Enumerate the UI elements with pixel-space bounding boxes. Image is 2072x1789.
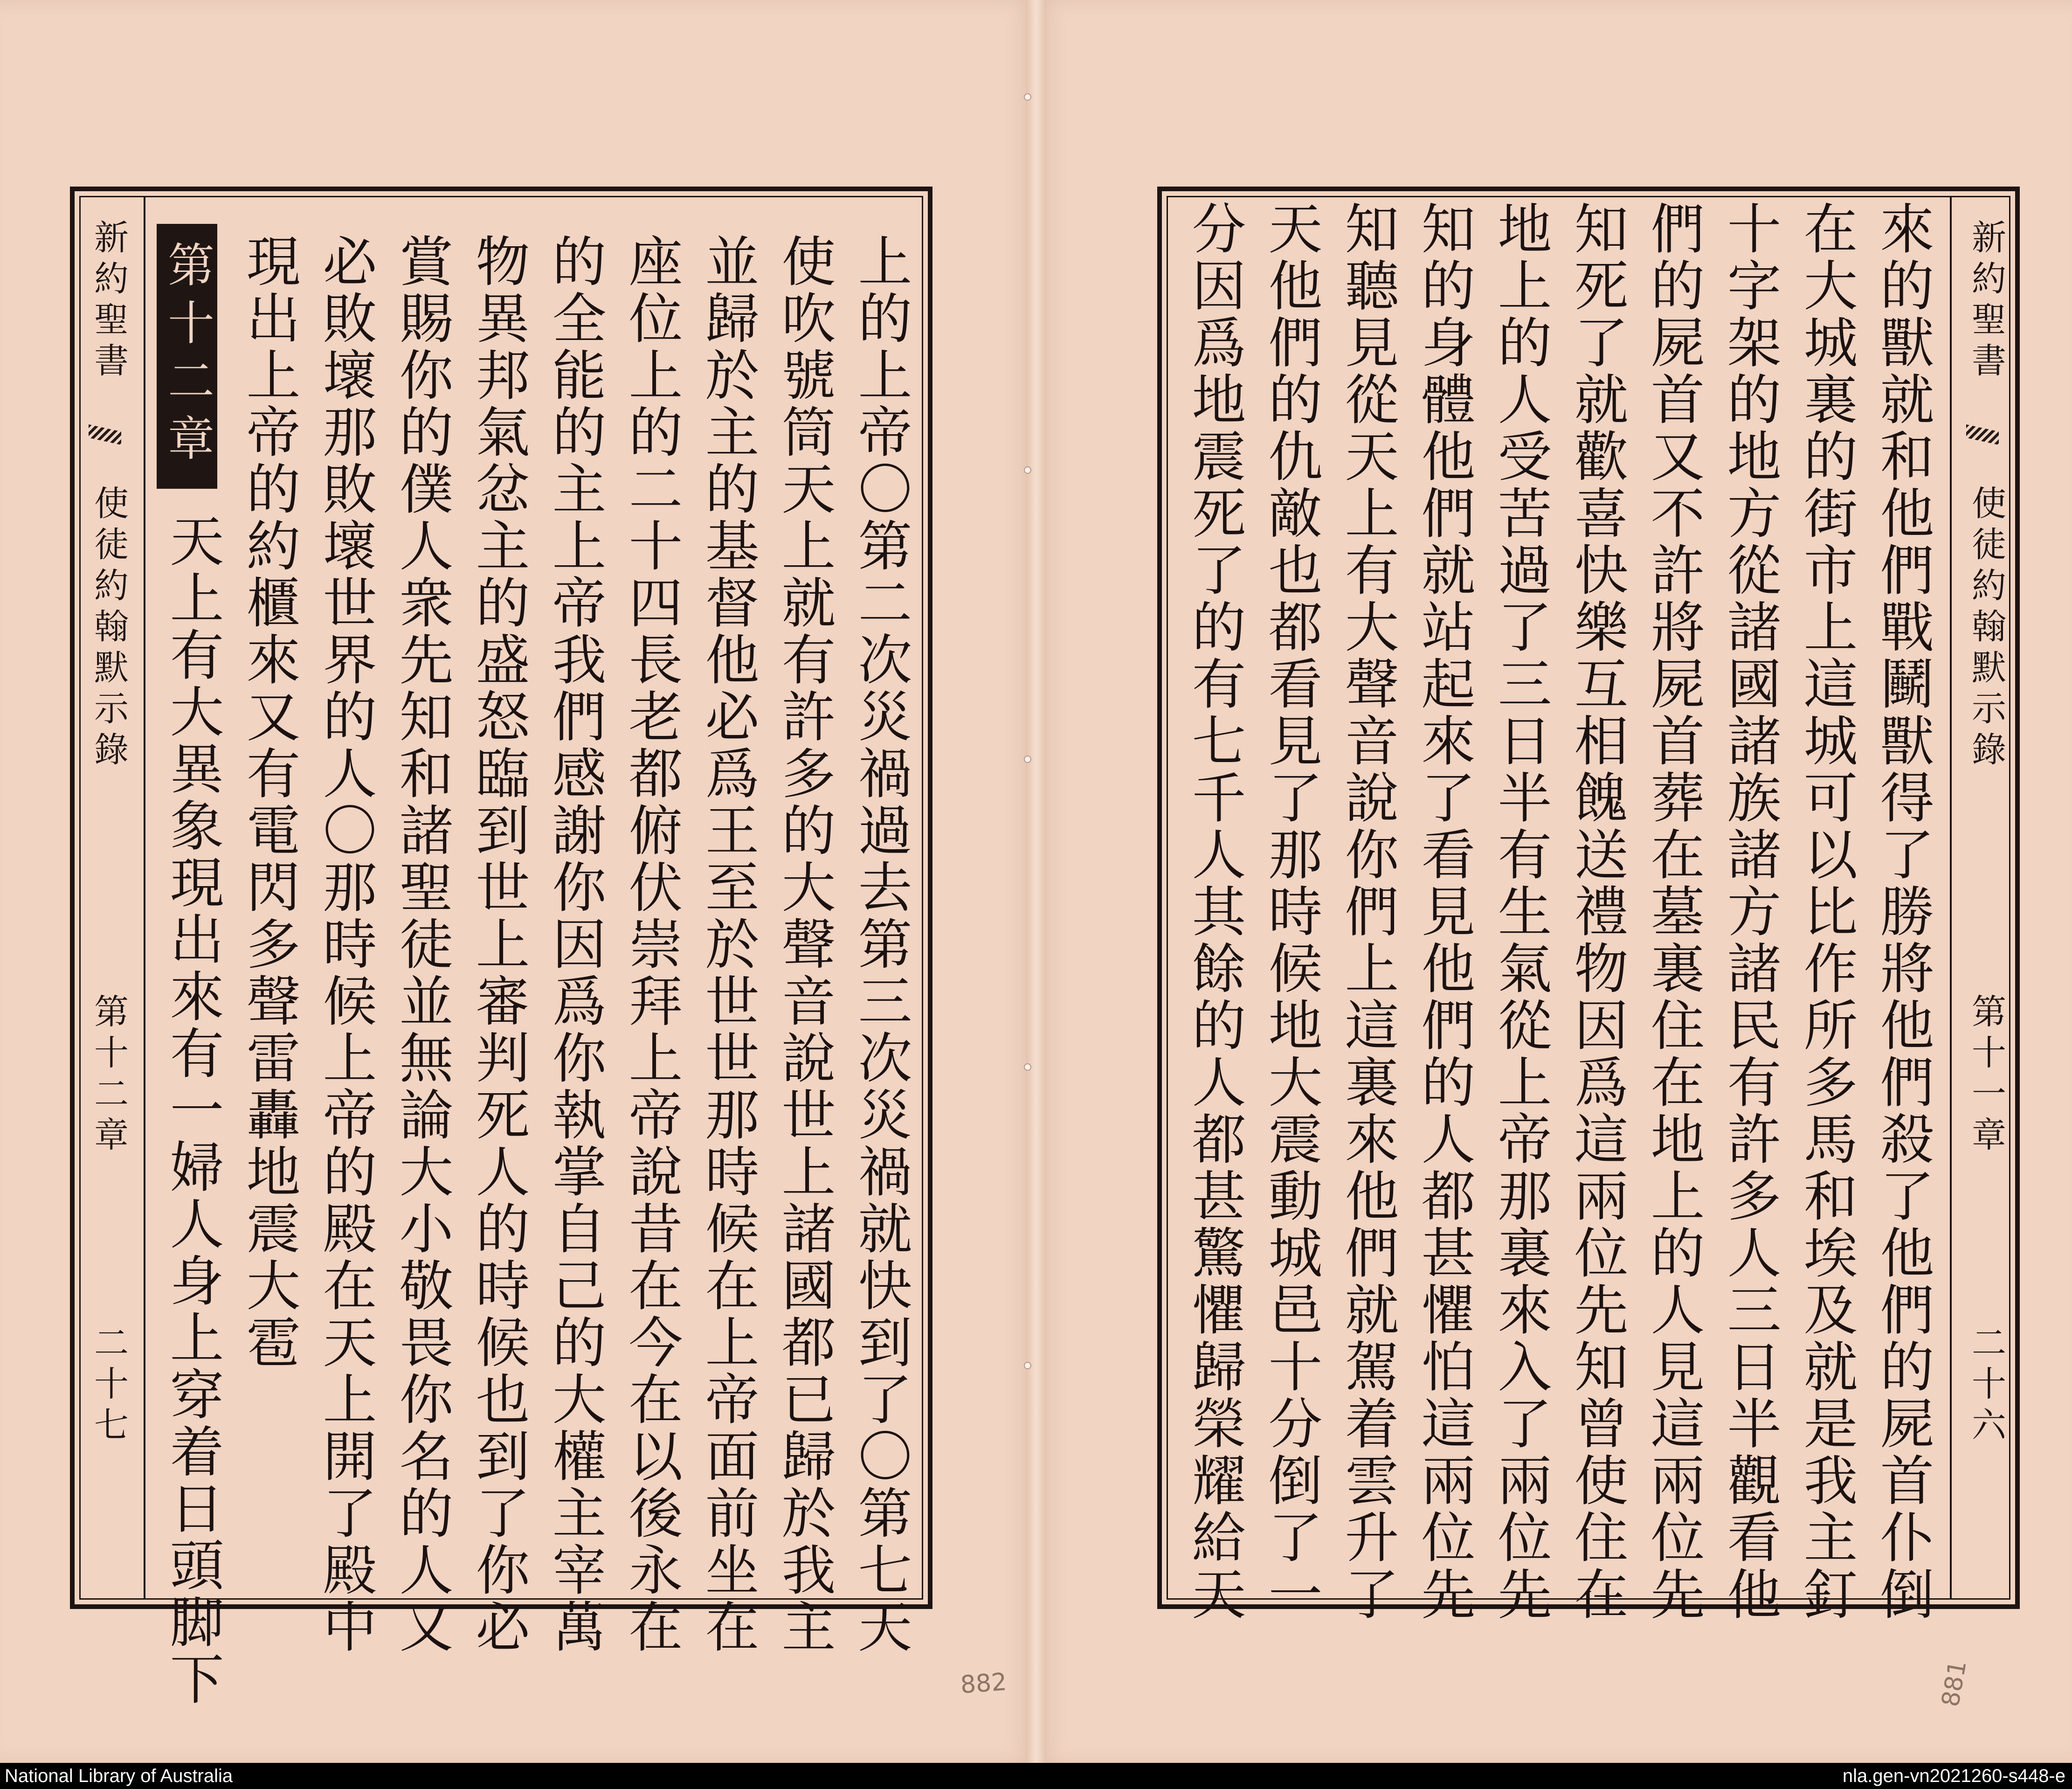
footer-library-name: National Library of Australia <box>5 1766 233 1786</box>
footer-identifier: nla.gen-vn2021260-s448-e <box>1842 1766 2065 1786</box>
right-chapter-label: 第十一章 <box>1966 993 2006 1158</box>
right-page <box>1036 0 2072 1763</box>
left-page <box>0 0 1036 1763</box>
footer-bar <box>0 1763 2072 1789</box>
left-pencil-mark: 882 <box>960 1668 1008 1699</box>
right-col-9: 天他們的仇敵也都看見了那時候地大震動城邑十分倒了一 <box>1259 201 1322 1623</box>
chapter-heading-box: 第十二章 <box>157 224 217 489</box>
stitch-hole <box>1024 756 1031 763</box>
left-margin-rule <box>144 196 145 1600</box>
right-col-3: 十字架的地方從諸國諸族諸方諸民有許多人三日半觀看他 <box>1718 201 1781 1623</box>
right-book-title: 新約聖書 <box>1966 219 2006 383</box>
left-chapter-label: 第十二章 <box>89 993 129 1158</box>
stitch-hole <box>1024 93 1031 101</box>
right-body-text <box>1183 201 1941 1623</box>
book-gutter <box>1026 0 1046 1763</box>
left-col-9: 現出上帝的約櫃來又有電閃多聲雷轟地震大雹 <box>237 233 300 1371</box>
left-col-7: 賞賜你的僕人衆先知和諸聖徒並無論大小敬畏你名的人又 <box>390 233 453 1656</box>
right-col-1: 來的獸就和他們戰鬭獸得了勝將他們殺了他們的屍首仆倒 <box>1871 201 1934 1623</box>
stitch-hole <box>1024 1063 1031 1071</box>
left-page-number: 二十七 <box>89 1324 129 1448</box>
left-col-4: 座位上的二十四長老都俯伏崇拜上帝說昔在今在以後永在 <box>620 233 683 1656</box>
left-col-2: 使吹號筒天上就有許多的大聲音說世上諸國都已歸於我主 <box>773 233 836 1656</box>
right-col-5: 知死了就歡喜快樂互相餽送禮物因爲這兩位先知曾使住在 <box>1565 201 1628 1623</box>
right-col-7: 知的身體他們就站起來了看見他們的人都甚懼怕這兩位先 <box>1412 201 1475 1623</box>
right-col-8: 知聽見從天上有大聲音說你們上這裏來他們就駕着雲升了 <box>1336 201 1399 1623</box>
stitch-hole <box>1024 1362 1031 1369</box>
right-pencil-mark: 881 <box>1936 1658 1972 1709</box>
left-book-name: 使徒約翰默示錄 <box>89 485 129 772</box>
right-col-4: 們的屍首又不許將屍首葬在墓裏住在地上的人見這兩位先 <box>1642 201 1705 1623</box>
left-col-10-text: 天上有大異象現出來有一婦人身上穿着日頭脚下 <box>161 513 224 1708</box>
left-col-5: 的全能的主上帝我們感謝你因爲你執掌自己的大權主宰萬 <box>543 233 606 1656</box>
left-body-text <box>154 233 919 1708</box>
stitch-hole <box>1024 466 1031 474</box>
right-margin-rule <box>1950 196 1952 1600</box>
right-page-number: 二十六 <box>1966 1324 2006 1448</box>
left-book-title: 新約聖書 <box>89 219 129 383</box>
right-col-10: 分因爲地震死了的有七千人其餘的人都甚驚懼歸榮耀給天 <box>1183 201 1246 1623</box>
right-book-name: 使徒約翰默示錄 <box>1966 485 2006 772</box>
left-col-1: 上的上帝〇第二次災禍過去第三次災禍就快到了〇第七天 <box>849 233 912 1656</box>
right-col-6: 地上的人受苦過了三日半有生氣從上帝那裏來入了兩位先 <box>1489 201 1552 1623</box>
left-col-3: 並歸於主的基督他必爲王至於世世那時候在上帝面前坐在 <box>696 233 759 1656</box>
right-col-2: 在大城裏的街市上這城可以比作所多馬和埃及就是我主釘 <box>1795 201 1858 1623</box>
left-col-6: 物異邦氣忿主的盛怒臨到世上審判死人的時候也到了你必 <box>467 233 530 1656</box>
left-col-8: 必敗壞那敗壞世界的人〇那時候上帝的殿在天上開了殿中 <box>314 233 377 1656</box>
